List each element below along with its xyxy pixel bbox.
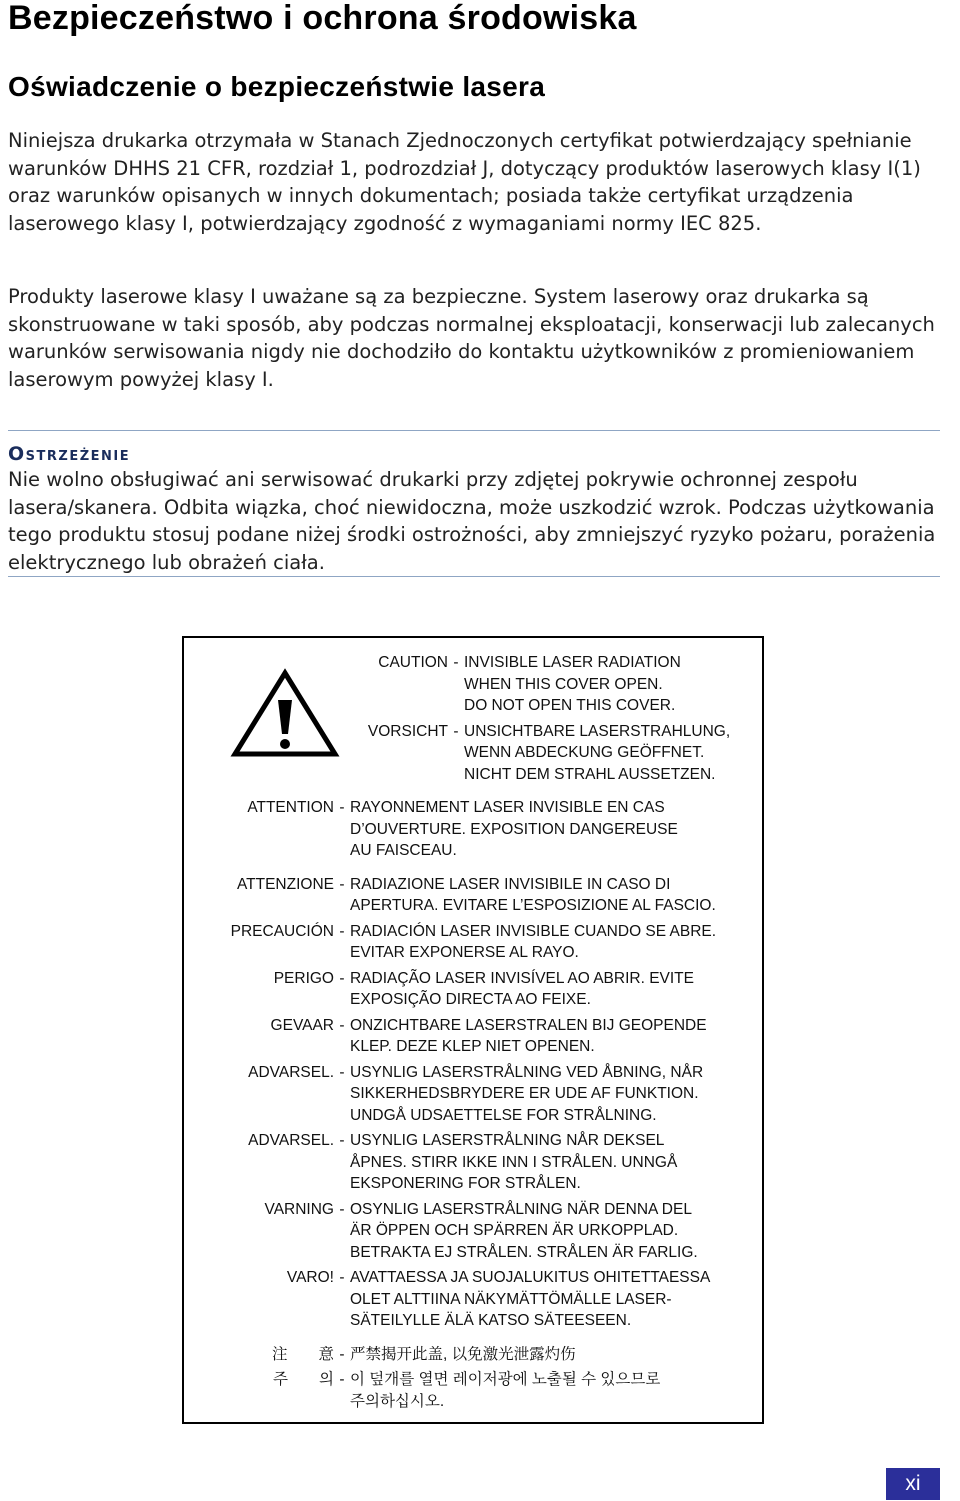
label-language-key: VORSICHT xyxy=(367,722,448,740)
label-language-key: PERIGO xyxy=(273,969,334,987)
label-language-key: ADVARSEL. xyxy=(248,1063,334,1081)
label-message: RADIAÇÃO LASER INVISÍVEL AO ABRIR. EVITE EXPOSIÇÃO DIRECTA AO FEIXE. xyxy=(350,969,694,1008)
section-title: Oświadczenie o bezpieczeństwie lasera xyxy=(8,71,546,102)
label-message: RAYONNEMENT LASER INVISIBLE EN CAS D’OUVERTURE. EXPOSITION DANGEREUSE AU FAISCEAU. xyxy=(350,799,678,859)
warning-text: Nie wolno obsługiwać ani serwisować drukarki przy zdjętej pokrywie ochronnej zespołu lasera/skanera. Odbita wiązka, choć niewidoczna, może uszkodzić wzrok. Podczas użytkowania tego produktu stosuj podane niżej środki ostrożności, aby zmniejszyć ryzyko pożaru, porażenia elektrycznego lub obrażeń ciała. xyxy=(8,468,936,574)
label-entry xyxy=(182,1344,764,1366)
label-entry xyxy=(182,921,764,964)
label-separator: - xyxy=(339,799,345,816)
label-message: OSYNLIG LASERSTRÅLNING NÄR DENNA DEL ÄR ÖPPEN OCH SPÄRREN ÄR URKOPPLAD. BETRAKTA EJ STRÅLEN. STRÅLEN ÄR FARLIG. xyxy=(350,1200,698,1261)
label-separator: - xyxy=(339,969,345,987)
label-separator: - xyxy=(339,1200,345,1218)
label-language-key: 주 의 xyxy=(273,1371,334,1388)
label-entry xyxy=(182,968,764,1011)
label-entry xyxy=(182,1267,764,1332)
label-separator: - xyxy=(339,1269,345,1286)
label-message: 严禁揭开此盖, 以免激光泄露灼伤 xyxy=(350,1345,576,1363)
label-language-key: PRECAUCIÓN xyxy=(230,922,334,940)
label-message: INVISIBLE LASER RADIATION WHEN THIS COVER OPEN. DO NOT OPEN THIS COVER. xyxy=(464,654,681,714)
label-entry xyxy=(182,1369,764,1412)
label-language-key: ATTENZIONE xyxy=(236,875,334,893)
label-message: USYNLIG LASERSTRÅLNING NÅR DEKSEL ÅPNES. STIRR IKKE INN I STRÅLEN. UNNGÅ EKSPONERING FOR STRÅLEN. xyxy=(350,1132,678,1192)
label-message: UNSICHTBARE LASERSTRAHLUNG, WENN ABDECKUNG GEÖFFNET. NICHT DEM STRAHL AUSSETZEN. xyxy=(464,722,731,783)
label-language-key: ADVARSEL. xyxy=(248,1132,334,1149)
label-language-key: ATTENTION xyxy=(247,799,334,816)
label-entry xyxy=(182,1199,764,1264)
warning-heading: Ostrzeżenie xyxy=(8,443,131,465)
label-message: USYNLIG LASERSTRÅLNING VED ÅBNING, NÅR SIKKERHEDSBRYDERE ER UDE AF FUNKTION. UNDGÅ UDSAETTELSE FOR STRÅLNING. xyxy=(350,1063,704,1124)
label-message: ONZICHTBARE LASERSTRALEN BIJ GEOPENDE KLEP. DEZE KLEP NIET OPENEN. xyxy=(350,1016,707,1055)
label-language-key: 注 意 xyxy=(271,1345,334,1363)
label-message: 이 덮개를 열면 레이저광에 노출될 수 있으므로 주의하십시오. xyxy=(350,1371,661,1410)
label-language-key: CAUTION xyxy=(378,654,448,671)
certification-paragraph: Niniejsza drukarka otrzymała w Stanach Zjednoczonych certyfikat potwierdzający spełnianie warunków DHHS 21 CFR, rozdział 1, podrozdział J, dotyczący produktów laserowych klasy I(1) oraz warunków opisanych w innych dokumentach; posiada także certyfikat urządzenia laserowego klasy I, potwierdzający zgodność z wymaganiami normy IEC 825. xyxy=(8,129,921,235)
page-number: xi xyxy=(886,1468,940,1500)
laser-label-text xyxy=(182,652,764,1412)
label-entry xyxy=(182,1015,764,1058)
label-language-key: VARO! xyxy=(286,1269,334,1286)
safety-paragraph: Produkty laserowe klasy I uważane są za bezpieczne. System laserowy oraz drukarka są skonstruowane w taki sposób, aby podczas normalnej eksploatacji, konserwacji lub zalecanych warunków serwisowania nigdy nie dochodziło do kontaktu użytkowników z promieniowaniem laserowym powyżej klasy I. xyxy=(8,285,935,391)
label-entry xyxy=(182,874,764,917)
label-separator: - xyxy=(453,654,459,671)
label-separator: - xyxy=(453,722,459,740)
label-separator: - xyxy=(339,1132,345,1149)
label-entry xyxy=(182,1130,764,1195)
warning-bottom-divider xyxy=(8,576,940,577)
label-separator: - xyxy=(339,875,345,893)
warning-top-divider xyxy=(8,430,940,431)
label-message: RADIACIÓN LASER INVISIBLE CUANDO SE ABRE. EVITAR EXPONERSE AL RAYO. xyxy=(350,922,717,961)
label-separator: - xyxy=(339,1063,345,1081)
label-message: RADIAZIONE LASER INVISIBILE IN CASO DI APERTURA. EVITARE L’ESPOSIZIONE AL FASCIO. xyxy=(350,875,716,914)
label-separator: - xyxy=(339,1371,345,1388)
label-language-key: VARNING xyxy=(264,1200,334,1218)
label-separator: - xyxy=(339,922,345,940)
label-entry xyxy=(182,1062,764,1127)
label-entry xyxy=(182,797,764,862)
label-message: AVATTAESSA JA SUOJALUKITUS OHITETTAESSA OLET ALTTIINA NÄKYMÄTTÖMÄLLE LASER- SÄTEILYLLE ÄLÄ KATSO SÄTEESEEN. xyxy=(350,1269,711,1329)
label-entry xyxy=(182,652,764,717)
label-separator: - xyxy=(339,1016,345,1034)
label-separator: - xyxy=(339,1345,345,1363)
label-language-key: GEVAAR xyxy=(270,1016,334,1034)
page-title: Bezpieczeństwo i ochrona środowiska xyxy=(8,0,637,37)
label-entry xyxy=(182,721,764,786)
